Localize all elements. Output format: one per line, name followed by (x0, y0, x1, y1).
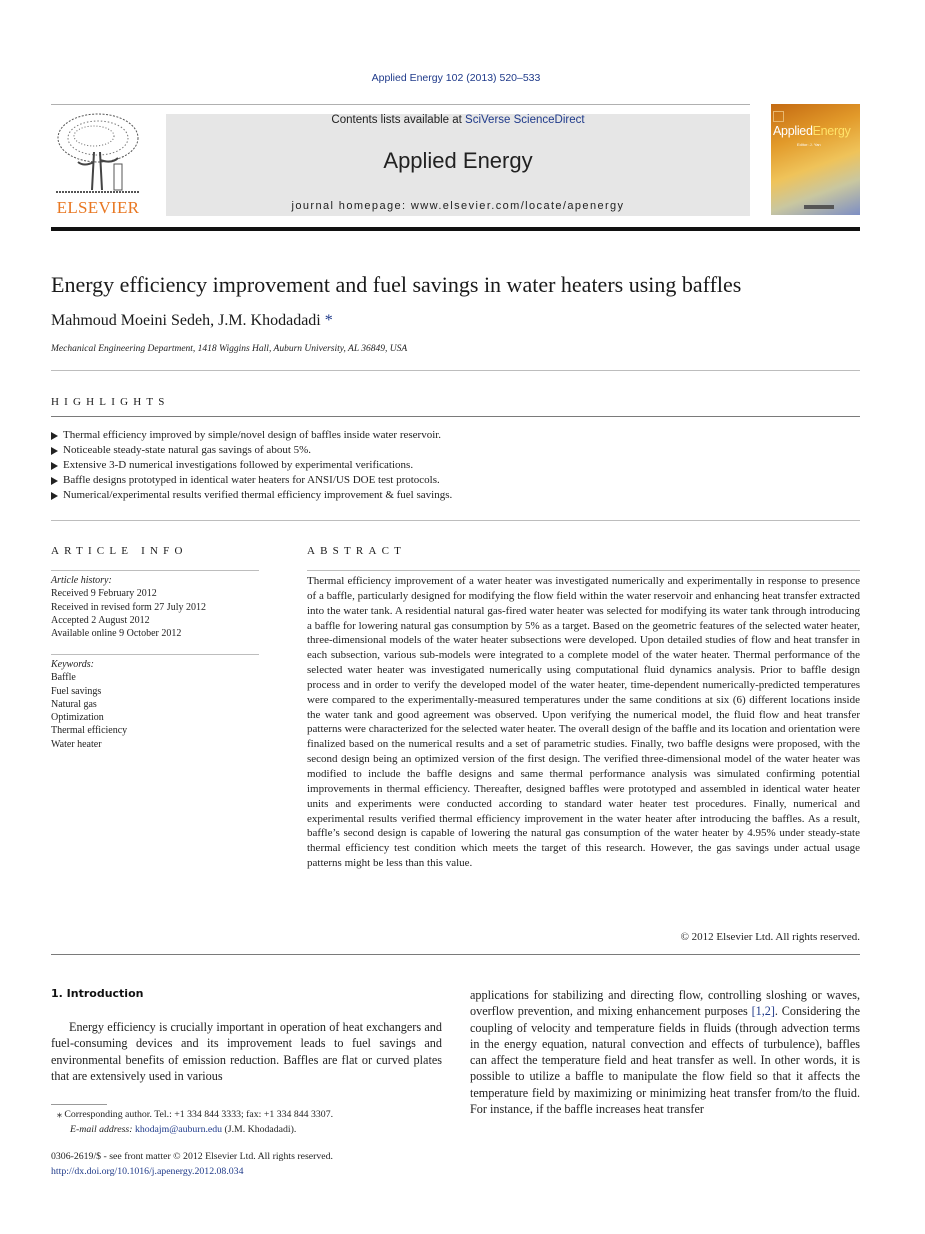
intro-text: . Considering the coupling of velocity and temperature fields in fluids (through advection terms in the energy equation, natural convection and effects of turbulence), baffles can affect the temperature field and heat transfer as well. In other words, it is possible to utilize a baffle to manipulate the flow field so that it affects the temperature field by maximizing or minimizing heat transfer from/to the fluid. For instance, if the baffle increases heat transfer (470, 1004, 860, 1117)
keyword: Water heater (51, 738, 102, 750)
journal-name: Applied Energy (383, 148, 533, 173)
keyword: Fuel savings (51, 685, 102, 697)
header-thick-rule (51, 227, 860, 231)
cover-editor: Editor: J. Yan (797, 142, 821, 147)
author-affiliation: Mechanical Engineering Department, 1418 Wiggins Hall, Auburn University, AL 36849, USA (51, 344, 408, 354)
highlight-text: Thermal efficiency improved by simple/novel design of baffles inside water reservoir. (63, 429, 442, 441)
footnote-rule (51, 1104, 107, 1105)
cover-title-part2: Energy (812, 124, 851, 138)
abstract-copyright: © 2012 Elsevier Ltd. All rights reserved. (680, 931, 860, 943)
highlights-heading: HIGHLIGHTS (51, 396, 170, 408)
intro-text: applications for stabilizing and directing flow, controlling sloshing or waves, overflow prevention, and mixing enhancement purposes (470, 988, 860, 1019)
cover-logo-icon (773, 111, 784, 122)
footnote (57, 1107, 333, 1137)
divider (51, 654, 259, 655)
journal-cover (771, 104, 860, 215)
bullet-triangle-icon (51, 477, 58, 485)
citation-link[interactable]: [1,2] (751, 1004, 775, 1019)
highlight-item (51, 428, 452, 443)
issn-line: 0306-2619/$ - see front matter © 2012 Elsevier Ltd. All rights reserved. (51, 1151, 333, 1162)
history-received: Received 9 February 2012 (51, 588, 157, 600)
highlight-item (51, 458, 452, 473)
doi-link[interactable]: http://dx.doi.org/10.1016/j.apenergy.2012.08.034 (51, 1165, 244, 1177)
bullet-triangle-icon (51, 462, 58, 470)
history-revised: Received in revised form 27 July 2012 (51, 601, 206, 613)
elsevier-tree-icon (54, 112, 142, 196)
highlight-item (51, 488, 452, 503)
article-history-label: Article history: (51, 575, 112, 586)
sciencedirect-link[interactable]: SciVerse ScienceDirect (465, 114, 585, 126)
article-title: Energy efficiency improvement and fuel savings in water heaters using baffles (51, 272, 742, 297)
contents-line (166, 114, 750, 126)
footnote-mark: ⁎ (57, 1109, 62, 1120)
introduction-left-column: Energy efficiency is crucially important in operation of heat exchangers and fuel-consuming devices and its improvement leads to fuel savings and environmental benefits of emission reduction. Baffles are flat or curved plates that are extensively used in various (51, 1020, 442, 1083)
highlight-text: Extensive 3-D numerical investigations followed by experimental verifications. (63, 459, 414, 471)
keywords-label: Keywords: (51, 659, 94, 670)
divider (51, 520, 860, 521)
keywords (51, 658, 259, 751)
email-suffix: (J.M. Khodadadi). (222, 1124, 297, 1135)
highlight-item (51, 473, 452, 488)
elsevier-logo (51, 112, 145, 216)
abstract-text: Thermal efficiency improvement of a water heater was investigated numerically and experimentally in response to presence of a baffle, particularly designed for modifying the flow field within the water reservoir and enhancing heat transfer extracted into the water tank. A residential natural gas-fired water heater was selected for modifying its water tank through introducing a baffle for lowering natural gas consumption by 5% as a target. Based on the geometric features of the selected water heater, three-dimensional models of the water heater subsections were developed. Upon detailed studies of flow and heat transfer in each subsection, various sub-models were integrated to a complete model of the water heater. Thermal performance of the selected water heater was investigated numerically using computational fluid dynamics analysis. Prior to baffle design process and in order to verify the developed model of the water heater, time-dependent numerically-predicted temperatures were compared to the experimentally-measured temperatures under the same conditions at six (6) different locations inside the water tank and good agreement was observed. Upon verifying the numerical model, the fluid flow and heat transfer patterns were characterized for the selected water heater. The overall design of the baffle and its location and orientation were finalized based on the numerical results and a set of parametric studies. Finally, two baffle designs were proposed, with the second design being an optimized version of the first design. The verified three-dimensional model of the water heater was modified to include the baffle designs and same thermal performance analysis was simulated confirming potential improvements in thermal efficiency. Thereafter, designed baffles were prototyped and assembled in identical water heater units and experiments were conducted according to standard water heater test procedures. Finally, numerical and experimental results verified thermal efficiency improvement in the water heater after introducing the baffles. As a result, baffle’s second design is capable of lowering the natural gas consumption of the water heater by 4.95% under steady-state thermal efficiency test condition which meets the target of this research. However, the gas savings under actual usage patterns might be less than this value. (307, 575, 861, 870)
article-authors (51, 312, 333, 330)
article-info-heading: ARTICLE INFO (51, 545, 188, 557)
contents-prefix: Contents lists available at (331, 114, 466, 126)
keyword: Natural gas (51, 698, 97, 710)
highlight-text: Baffle designs prototyped in identical water heaters for ANSI/US DOE test protocols. (63, 474, 440, 486)
front-matter (51, 1150, 333, 1179)
email-link[interactable]: khodajm@auburn.edu (134, 1124, 223, 1135)
highlights-list (51, 428, 452, 503)
keyword: Optimization (51, 712, 104, 724)
highlight-text: Numerical/experimental results verified thermal efficiency improvement & fuel savings. (63, 489, 453, 501)
divider (51, 954, 860, 955)
email-label: E-mail address: (70, 1124, 133, 1135)
footnote-text: Corresponding author. Tel.: +1 334 844 3333; fax: +1 334 844 3307. (64, 1109, 334, 1120)
abstract-heading: ABSTRACT (307, 545, 407, 557)
bullet-triangle-icon (51, 492, 58, 500)
introduction-right-column (470, 987, 860, 1117)
history-online: Available online 9 October 2012 (51, 628, 182, 640)
introduction-heading: 1. Introduction (51, 987, 144, 1000)
cover-title-part1: Applied (773, 124, 813, 138)
history-accepted: Accepted 2 August 2012 (51, 614, 150, 626)
footnote-corresponding (57, 1107, 333, 1122)
divider (51, 570, 259, 571)
keyword: Baffle (51, 672, 76, 684)
highlight-text: Noticeable steady-state natural gas savings of about 5%. (63, 444, 312, 456)
bullet-triangle-icon (51, 447, 58, 455)
bullet-triangle-icon (51, 432, 58, 440)
author-names: Mahmoud Moeini Sedeh, J.M. Khodadadi (51, 312, 321, 329)
header-rule (51, 104, 750, 105)
cover-footer-bar (804, 205, 834, 209)
journal-banner (166, 114, 750, 216)
divider (307, 570, 860, 571)
highlight-item (51, 443, 452, 458)
elsevier-wordmark: ELSEVIER (56, 198, 140, 217)
article-history (51, 574, 259, 640)
footnote-email-line (57, 1122, 333, 1137)
divider (51, 416, 860, 417)
journal-homepage[interactable]: journal homepage: www.elsevier.com/locate/apenergy (291, 200, 625, 212)
corresponding-author-mark[interactable]: * (320, 312, 333, 329)
keyword: Thermal efficiency (51, 725, 128, 737)
cover-title (773, 124, 850, 138)
journal-citation[interactable]: Applied Energy 102 (2013) 520–533 (371, 72, 541, 84)
divider (51, 370, 860, 371)
